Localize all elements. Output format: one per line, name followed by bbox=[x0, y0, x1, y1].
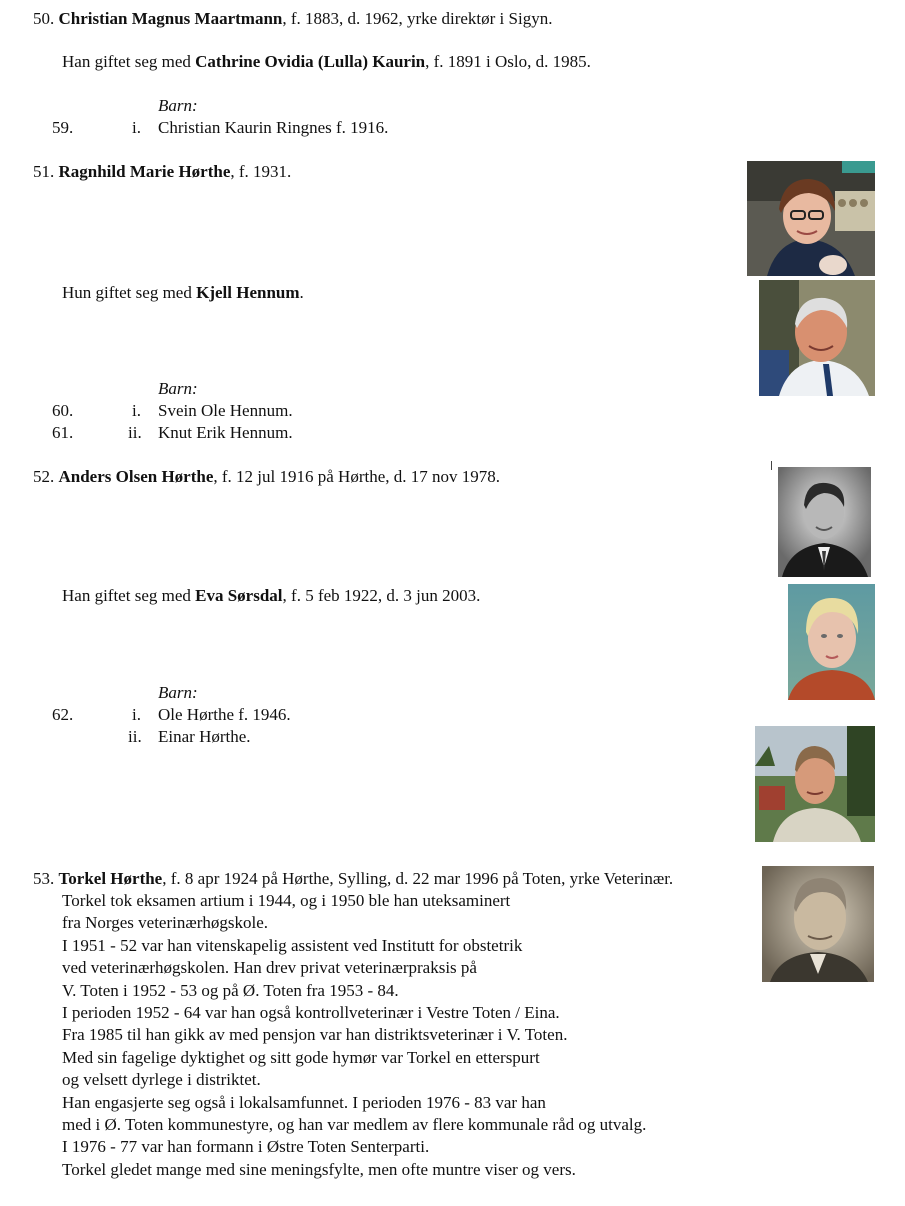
child-name: Svein Ole Hennum. bbox=[158, 401, 293, 420]
bio-line: og velsett dyrlege i distriktet. bbox=[62, 1070, 261, 1090]
portrait-photo-kjell bbox=[759, 280, 875, 396]
person-details: , f. 8 apr 1924 på Hørthe, Sylling, d. 22 mar 1996 på Toten, yrke Veterinær. bbox=[162, 869, 674, 888]
child-name: Ole Hørthe f. 1946. bbox=[158, 705, 291, 724]
spouse-details: . bbox=[299, 283, 304, 302]
spouse-name: Eva Sørsdal bbox=[195, 586, 283, 605]
entry-50-heading bbox=[33, 8, 552, 30]
portrait-photo-son bbox=[755, 726, 875, 842]
person-name: Ragnhild Marie Hørthe bbox=[58, 162, 231, 181]
entry-51-marriage bbox=[62, 282, 304, 304]
child-roman: ii. bbox=[128, 727, 142, 746]
person-name: Anders Olsen Hørthe bbox=[58, 467, 214, 486]
children-label: Barn: bbox=[158, 96, 198, 115]
person-details: , f. 1931. bbox=[230, 162, 292, 181]
bio-line: Torkel tok eksamen artium i 1944, og i 1950 ble han uteksaminert bbox=[62, 891, 511, 910]
child-name: Christian Kaurin Ringnes f. 1916. bbox=[158, 118, 389, 137]
portrait-photo-anders bbox=[778, 467, 871, 577]
bio-line: I 1951 - 52 var han vitenskapelig assistent ved Institutt for obstetrik bbox=[62, 935, 523, 955]
child-number: 59. bbox=[52, 118, 74, 137]
spouse-name: Cathrine Ovidia (Lulla) Kaurin bbox=[195, 52, 426, 71]
person-name: Torkel Hørthe bbox=[58, 869, 163, 888]
entry-number: 51. bbox=[33, 162, 55, 181]
portrait-photo-torkel bbox=[762, 866, 874, 982]
spouse-details: , f. 5 feb 1922, d. 3 jun 2003. bbox=[282, 586, 481, 605]
children-label: Barn: bbox=[158, 683, 198, 702]
bio-line: Fra 1985 til han gikk av med pensjon var han distriktsveterinær i V. Toten. bbox=[62, 1025, 568, 1045]
marriage-prefix: Han giftet seg med bbox=[62, 586, 196, 605]
child-number: 62. bbox=[52, 705, 74, 724]
bio-line: med i Ø. Toten kommunestyre, og han var medlem av flere kommunale råd og utvalg. bbox=[62, 1115, 647, 1135]
stray-mark bbox=[771, 461, 772, 470]
person-details: , f. 12 jul 1916 på Hørthe, d. 17 nov 1978. bbox=[213, 467, 500, 486]
bio-line: I perioden 1952 - 64 var han også kontrollveterinær i Vestre Toten / Eina. bbox=[62, 1003, 560, 1023]
bio-line: I 1976 - 77 var han formann i Østre Toten Senterparti. bbox=[62, 1137, 430, 1157]
child-name: Einar Hørthe. bbox=[158, 727, 251, 746]
child-roman: i. bbox=[132, 401, 141, 420]
portrait-photo-eva bbox=[788, 584, 875, 700]
bio-line: Med sin fagelige dyktighet og sitt gode hymør var Torkel en etterspurt bbox=[62, 1047, 540, 1067]
child-number: 60. bbox=[52, 401, 74, 420]
bio-line: ved veterinærhøgskolen. Han drev privat veterinærpraksis på bbox=[62, 958, 477, 978]
bio-line: V. Toten i 1952 - 53 og på Ø. Toten fra 1953 - 84. bbox=[62, 980, 399, 1000]
entry-52-marriage bbox=[62, 585, 480, 607]
marriage-prefix: Hun giftet seg med bbox=[62, 283, 197, 302]
person-name: Christian Magnus Maartmann bbox=[58, 9, 283, 28]
entry-52-heading bbox=[33, 466, 500, 488]
entry-number: 53. bbox=[33, 869, 55, 888]
entry-number: 52. bbox=[33, 467, 55, 486]
entry-51-heading bbox=[33, 161, 291, 183]
person-details: , f. 1883, d. 1962, yrke direktør i Sigyn. bbox=[282, 9, 553, 28]
spouse-name: Kjell Hennum bbox=[196, 283, 300, 302]
child-name: Knut Erik Hennum. bbox=[158, 423, 293, 442]
entry-50-marriage bbox=[62, 51, 591, 73]
child-roman: ii. bbox=[128, 423, 142, 442]
marriage-prefix: Han giftet seg med bbox=[62, 52, 196, 71]
bio-line: Han engasjerte seg også i lokalsamfunnet. I perioden 1976 - 83 var han bbox=[62, 1092, 546, 1112]
child-roman: i. bbox=[132, 705, 141, 724]
entry-53-heading bbox=[33, 868, 673, 890]
portrait-photo-ragnhild bbox=[747, 161, 875, 276]
child-roman: i. bbox=[132, 118, 141, 137]
bio-line: Torkel gledet mange med sine meningsfylte, men ofte muntre viser og vers. bbox=[62, 1159, 576, 1179]
children-label: Barn: bbox=[158, 379, 198, 398]
child-number: 61. bbox=[52, 423, 74, 442]
biography-text bbox=[62, 890, 646, 1181]
bio-line: fra Norges veterinærhøgskole. bbox=[62, 913, 268, 933]
entry-number: 50. bbox=[33, 9, 55, 28]
spouse-details: , f. 1891 i Oslo, d. 1985. bbox=[425, 52, 591, 71]
